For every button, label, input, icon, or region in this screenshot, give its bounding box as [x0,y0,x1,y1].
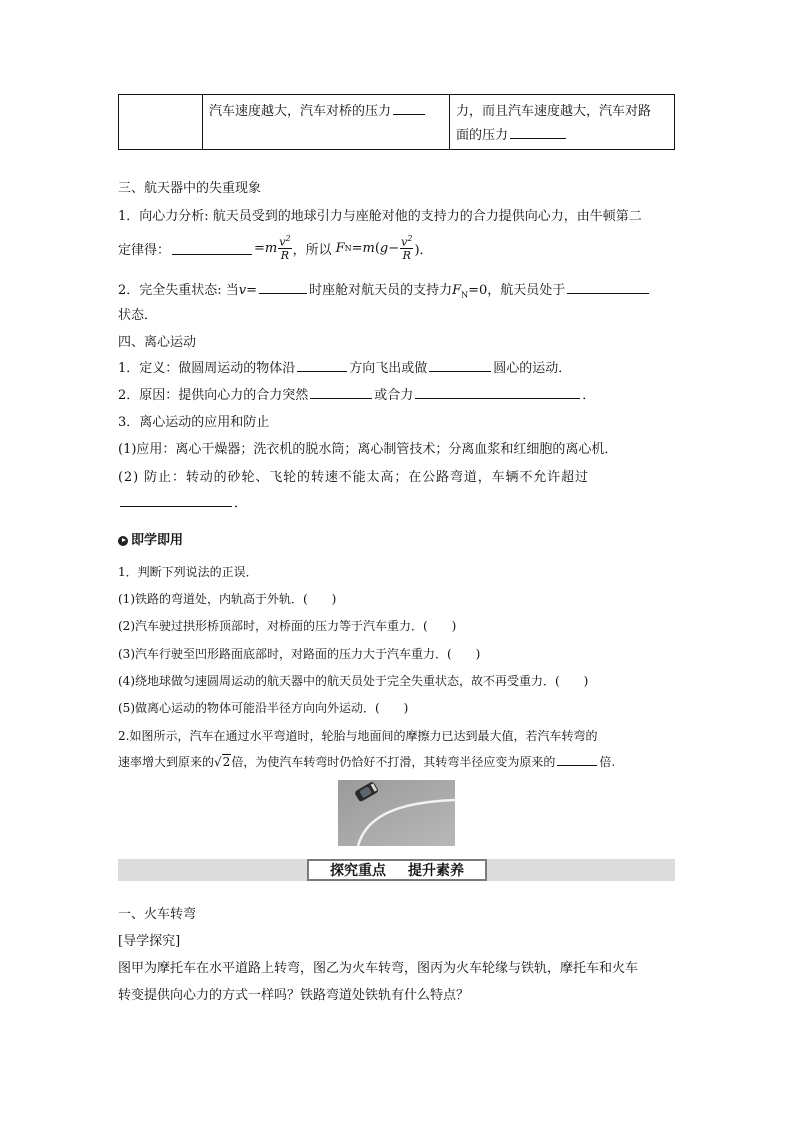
section-title-centrifugal: 四、离心运动 [118,335,197,350]
section-banner [118,859,675,881]
answer-blank[interactable] [510,126,566,139]
sec3-line4: 状态． [118,308,158,323]
q1-title: 1．判断下列说法的正误． [118,565,258,579]
sec4-line6: ． [118,492,247,511]
q2-line2-a: 速率增大到原来的 [118,755,215,769]
answer-blank[interactable] [557,753,597,766]
explore-para-line2: 转变提供向心力的方式一样吗？铁路弯道处铁轨有什么特点？ [118,988,470,1003]
sec4-line1-b: 方向飞出或做 [349,361,428,376]
banner-right-text: 提升素养 [408,863,464,879]
q2-line1: 2.如图所示，汽车在通过水平弯道时，轮胎与地面间的摩擦力已达到最大值，若汽车转弯的 [118,729,598,743]
sec3-line3-c: ，航天员处于 [487,283,566,298]
sec4-line3: 3．离心运动的应用和防止 [118,415,270,430]
table-cell-right [450,95,674,149]
sec4-line1-a: 1．定义：做圆周运动的物体沿 [118,361,296,376]
answer-blank[interactable] [415,386,580,399]
sec3-line2: 定律得： = m $\frac{v^2}{R}$ ，所以 F N = m ( g − $\frac{v^2}{R}$ )． [118,233,433,263]
q1-item5[interactable]: (5)做离心运动的物体可能沿半径方向向外运动．( ) [118,701,409,715]
practice-title [118,529,183,548]
sec3-line2-prefix: 定律得： [118,242,171,258]
table-cell-right-line1: 力，而且汽车速度越大，汽车对路 [456,104,652,119]
sec3-line3: 2．完全失重状态: 当v= 时座舱对航天员的支持力$F_N=0$，航天员处于 [118,279,651,300]
sec3-line1: 1．向心力分析: 航天员受到的地球引力与座舱对他的支持力的合力提供向心力，由牛顿第二 [118,209,642,224]
play-icon [118,536,128,546]
comparison-table [118,94,675,150]
banner-box [307,859,487,881]
answer-blank[interactable] [429,359,491,372]
banner-left-text: 探究重点 [330,863,386,879]
sec4-line2-a: 2．原因：提供向心力的合力突然 [118,388,309,403]
answer-blank[interactable] [120,494,232,507]
car-curve-photo [338,780,455,846]
q2-line2-b: 倍，为使汽车转弯时仍恰好不打滑，其转弯半径应变为原来的 [231,755,556,769]
table-cell-middle [203,95,450,149]
explore-tag: [导学探究] [118,934,181,949]
explore-para-line1: 图甲为摩托车在水平道路上转弯，图乙为火车转弯，图丙为火车轮缘与铁轨，摩托车和火车 [118,961,639,976]
table-cell-middle-text: 汽车速度越大，汽车对桥的压力 [209,104,392,119]
practice-title-text: 即学即用 [131,533,184,548]
q2-line2: 速率增大到原来的√2倍，为使汽车转弯时仍恰好不打滑，其转弯半径应变为原来的 倍. [118,755,616,769]
q2-line2-c: 倍. [599,755,616,769]
sec4-line4: (1)应用：离心干燥器；洗衣机的脱水筒；离心制管技术；分离血浆和红细胞的离心机． [118,442,618,457]
sec4-line5: (2) 防止：转动的砂轮、飞轮的转速不能太高；在公路弯道，车辆不允许超过 [118,470,589,485]
answer-blank[interactable] [259,281,307,294]
sec4-line1 [118,357,571,376]
fraction-v2-over-r: $\frac{v^2}{R}$ [401,233,413,263]
sec4-line1-c: 圆心的运动． [493,361,572,376]
answer-blank[interactable] [297,359,347,372]
sec3-line3-b: 时座舱对航天员的支持力 [309,283,453,298]
answer-blank[interactable] [567,281,649,294]
section-title-weightlessness: 三、航天器中的失重现象 [118,181,262,196]
table-cell-empty [119,95,203,149]
answer-blank[interactable] [393,102,425,115]
q1-item1[interactable]: (1)铁路的弯道处，内轨高于外轨．( ) [118,592,337,606]
answer-blank[interactable] [310,386,372,399]
sec4-line2: 2．原因：提供向心力的合力突然 或合力 ． [118,388,596,403]
explore-title: 一、火车转弯 [118,907,197,922]
q1-item2[interactable]: (2)汽车驶过拱形桥顶部时，对桥面的压力等于汽车重力．( ) [118,619,457,633]
sec3-line2-mid: ，所以 [292,242,332,258]
sec3-line3-a: 2．完全失重状态: 当 [118,283,239,298]
q1-item4[interactable]: (4)绕地球做匀速圆周运动的航天器中的航天员处于完全失重状态，故不再受重力．( ) [118,674,589,688]
fraction-v2-over-r: $\frac{v^2}{R}$ [279,233,291,263]
q1-item3[interactable]: (3)汽车行驶至凹形路面底部时，对路面的压力大于汽车重力．( ) [118,647,481,661]
table-cell-right-line2: 面的压力 [456,128,509,143]
sec4-line2-b: 或合力 [374,388,414,403]
answer-blank[interactable] [172,242,252,255]
